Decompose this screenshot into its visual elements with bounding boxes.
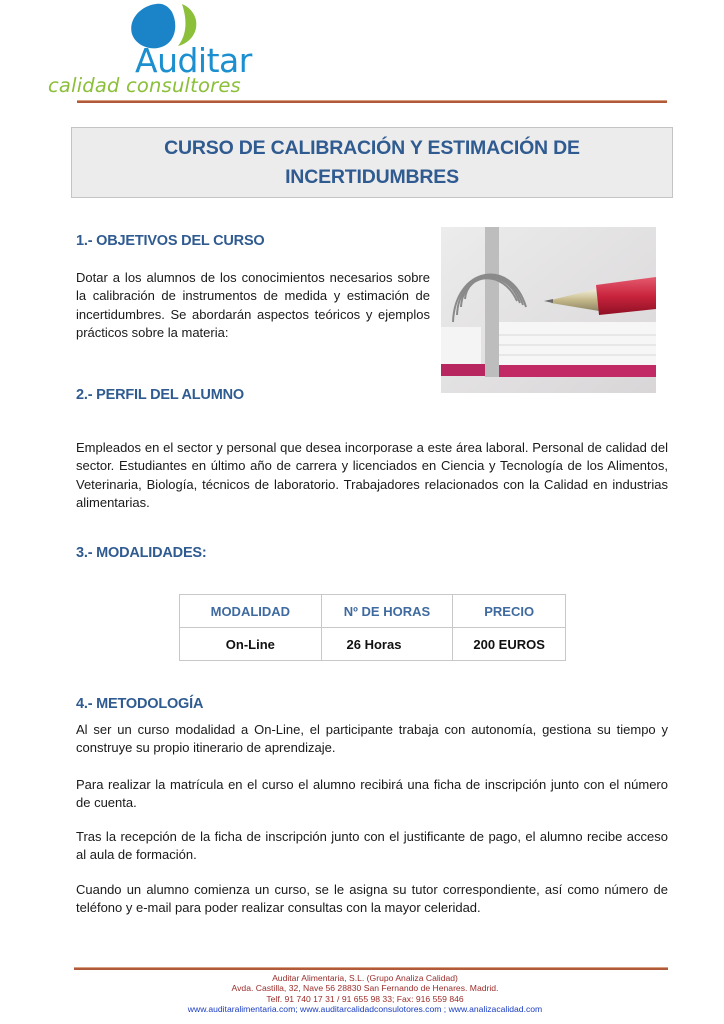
logo-tagline: calidad consultores xyxy=(48,74,241,97)
notebook-pen-photo xyxy=(441,227,656,393)
company-logo xyxy=(46,0,286,104)
section-heading-perfil: 2.- PERFIL DEL ALUMNO xyxy=(76,387,244,403)
footer-divider xyxy=(74,967,668,970)
footer-phones: Telf. 91 740 17 31 / 91 655 98 33; Fax: 916 559 846 xyxy=(266,993,464,1004)
metodologia-paragraph-1: Al ser un curso modalidad a On-Line, el participante trabaja con autonomía, gestiona su tiempo y construye su propio itinerario de aprendizaje. xyxy=(76,722,668,756)
footer-company: Auditar Alimentaria, S.L. (Grupo Analiza Calidad) xyxy=(272,973,458,983)
document-title: CURSO DE CALIBRACIÓN Y ESTIMACIÓN DE INCERTIDUMBRES xyxy=(164,136,580,188)
perfil-paragraph: Empleados en el sector y personal que desea incorporase a este área laboral. Personal de calidad del sector. Estudiantes en último año de carrera y licenciados en Ciencia y Tecnología de los Alimentos, Veterinaria, Biología, técnicos de laboratorio. Trabajadores relacionados con la Calidad en industrias alimentarias. xyxy=(76,440,668,510)
logo-name: Auditar xyxy=(135,41,252,80)
header-divider xyxy=(77,100,667,103)
section-heading-objetivos: 1.- OBJETIVOS DEL CURSO xyxy=(76,233,265,249)
section-heading-metodologia: 4.- METODOLOGÍA xyxy=(76,696,204,712)
cell-precio: 200 EUROS xyxy=(453,628,566,661)
cell-modalidad: On-Line xyxy=(180,628,322,661)
column-header-modalidad: MODALIDAD xyxy=(180,595,322,628)
title-box xyxy=(71,127,673,198)
footer-websites[interactable]: www.auditaralimentaria.com; www.auditarcalidadconsulotores.com ; www.analizacalidad.com xyxy=(187,1004,543,1015)
table-header-row xyxy=(180,595,566,628)
table-row xyxy=(180,628,566,661)
section-heading-modalidades: 3.- MODALIDADES: xyxy=(76,545,207,561)
metodologia-paragraph-3: Tras la recepción de la ficha de inscripción junto con el justificante de pago, el alumno recibe acceso al aula de formación. xyxy=(76,829,668,863)
notebook-pen-illustration xyxy=(441,227,656,393)
metodologia-paragraph-2: Para realizar la matrícula en el curso el alumno recibirá una ficha de inscripción junto con el número de cuenta. xyxy=(76,777,668,811)
metodologia-paragraph-4: Cuando un alumno comienza un curso, se le asigna su tutor correspondiente, así como número de teléfono y e-mail para poder realizar consultas con la mayor celeridad. xyxy=(76,882,668,916)
page-footer xyxy=(150,973,580,1015)
objetivos-paragraph: Dotar a los alumnos de los conocimientos necesarios sobre la calibración de instrumentos de medida y estimación de incertidumbres. Se abordarán aspectos teóricos y ejemplos prácticos sobre la materia: xyxy=(76,270,430,340)
cell-horas: 26 Horas xyxy=(321,628,453,661)
footer-address: Avda. Castilla, 32, Nave 56 28830 San Fernando de Henares. Madrid. xyxy=(231,983,499,994)
column-header-horas: Nº DE HORAS xyxy=(321,595,453,628)
column-header-precio: PRECIO xyxy=(453,595,566,628)
modalidades-table xyxy=(179,594,566,661)
